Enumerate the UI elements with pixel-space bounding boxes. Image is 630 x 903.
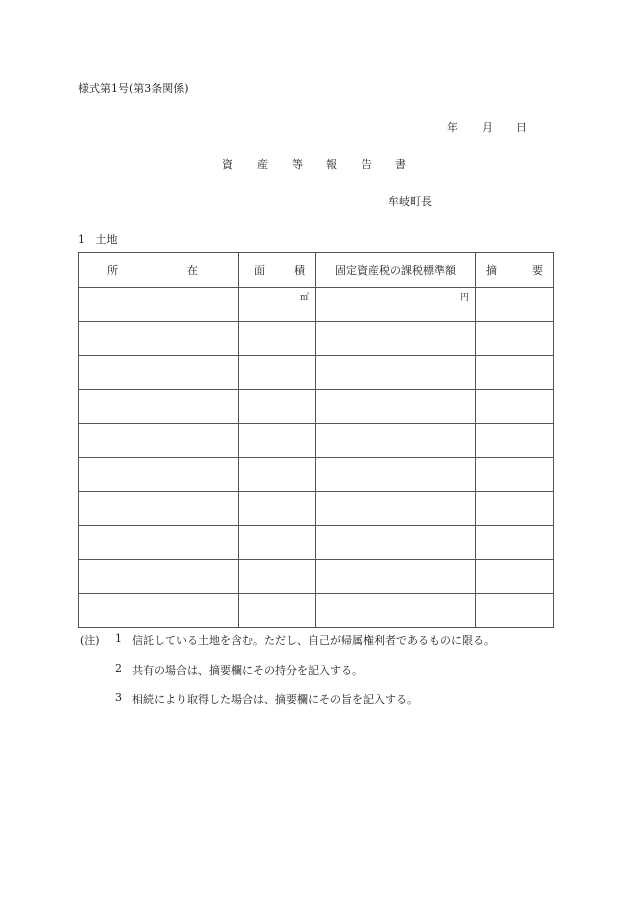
cell-location[interactable] [79, 560, 239, 594]
cell-tax-value[interactable] [316, 458, 476, 492]
title-char: 報 [326, 158, 337, 171]
area-unit: ㎡ [299, 293, 309, 303]
cell-area[interactable] [239, 594, 316, 628]
cell-location[interactable] [79, 356, 239, 390]
cell-location[interactable] [79, 322, 239, 356]
notes-label: (注) [80, 634, 100, 647]
table-row [79, 458, 554, 492]
yen-unit: 円 [459, 293, 469, 303]
header-tax-value: 固定資産税の課税標準額 [316, 253, 476, 288]
cell-location[interactable] [79, 390, 239, 424]
cell-tax-value[interactable] [316, 594, 476, 628]
cell-area[interactable] [239, 492, 316, 526]
table-row [79, 492, 554, 526]
cell-area[interactable] [239, 322, 316, 356]
cell-tax-value[interactable] [316, 424, 476, 458]
section-heading [78, 231, 118, 247]
cell-location[interactable] [79, 458, 239, 492]
table-row [79, 560, 554, 594]
cell-location[interactable] [79, 424, 239, 458]
title-char: 産 [257, 158, 268, 171]
note-text: 信託している土地を含む。ただし、自己が帰属権利者であるものに限る。 [132, 634, 495, 647]
table-row [79, 356, 554, 390]
cell-tax-value[interactable] [316, 322, 476, 356]
note-text: 共有の場合は、摘要欄にその持分を記入する。 [132, 664, 363, 677]
note-number: 2 [115, 662, 122, 675]
cell-remarks[interactable] [476, 424, 554, 458]
section-number: 1 [78, 233, 85, 246]
note-number: 3 [115, 691, 122, 704]
land-table [78, 252, 554, 628]
date-month: 月 [482, 121, 493, 134]
cell-location[interactable] [79, 288, 239, 322]
cell-remarks[interactable] [476, 526, 554, 560]
cell-location[interactable] [79, 492, 239, 526]
addressee: 牟岐町長 [388, 195, 432, 208]
title-char: 告 [361, 158, 372, 171]
cell-location[interactable] [79, 526, 239, 560]
header-area [239, 253, 316, 288]
cell-tax-value[interactable] [316, 560, 476, 594]
table-header-row [79, 253, 554, 288]
cell-tax-value[interactable] [316, 288, 476, 322]
cell-remarks[interactable] [476, 560, 554, 594]
table-row [79, 390, 554, 424]
date-day: 日 [516, 121, 527, 134]
cell-remarks[interactable] [476, 492, 554, 526]
form-number: 様式第1号(第3条関係) [78, 82, 189, 95]
cell-remarks[interactable] [476, 322, 554, 356]
cell-area[interactable] [239, 288, 316, 322]
table-row [79, 322, 554, 356]
header-char: 積 [294, 264, 305, 277]
table-row [79, 288, 554, 322]
cell-area[interactable] [239, 424, 316, 458]
note-number: 1 [115, 632, 122, 645]
date-year: 年 [447, 121, 458, 134]
title-char: 資 [222, 158, 233, 171]
header-location [79, 253, 239, 288]
cell-area[interactable] [239, 356, 316, 390]
header-char: 要 [532, 264, 543, 277]
cell-area[interactable] [239, 390, 316, 424]
cell-remarks[interactable] [476, 594, 554, 628]
cell-tax-value[interactable] [316, 526, 476, 560]
header-char: 摘 [486, 264, 497, 277]
cell-area[interactable] [239, 560, 316, 594]
cell-remarks[interactable] [476, 356, 554, 390]
header-char: 所 [107, 264, 118, 277]
table-row [79, 526, 554, 560]
cell-area[interactable] [239, 458, 316, 492]
cell-area[interactable] [239, 526, 316, 560]
cell-tax-value[interactable] [316, 492, 476, 526]
table-row [79, 594, 554, 628]
section-label: 土地 [95, 233, 118, 246]
cell-location[interactable] [79, 594, 239, 628]
header-remarks [476, 253, 554, 288]
title-char: 等 [292, 158, 303, 171]
cell-tax-value[interactable] [316, 390, 476, 424]
cell-remarks[interactable] [476, 288, 554, 322]
table-row [79, 424, 554, 458]
cell-remarks[interactable] [476, 390, 554, 424]
header-char: 在 [187, 264, 198, 277]
header-char: 面 [254, 264, 265, 277]
cell-remarks[interactable] [476, 458, 554, 492]
cell-tax-value[interactable] [316, 356, 476, 390]
title-char: 書 [395, 158, 406, 171]
note-text: 相続により取得した場合は、摘要欄にその旨を記入する。 [132, 693, 418, 706]
